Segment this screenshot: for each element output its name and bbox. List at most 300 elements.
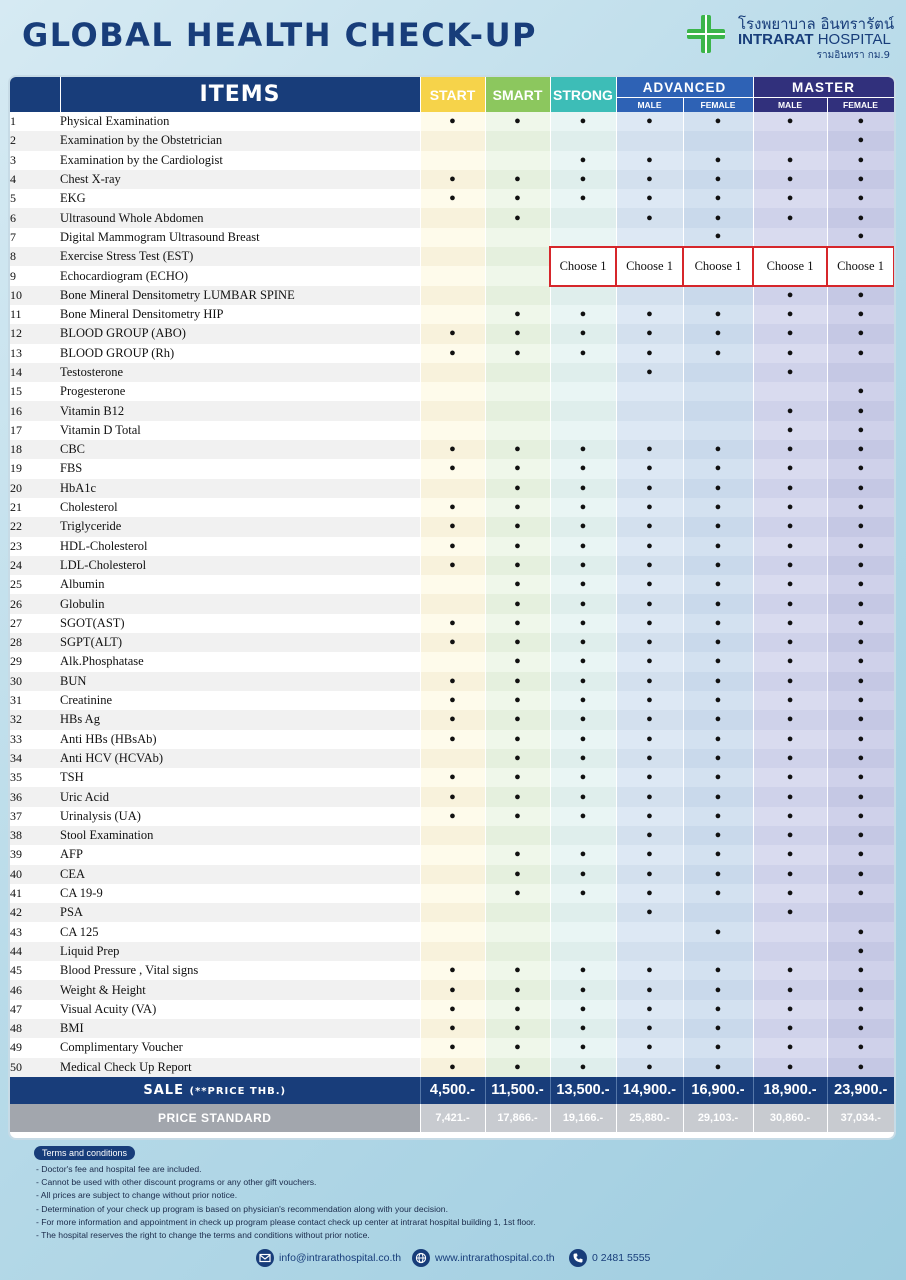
mark-master-female: ● [827,787,894,806]
mark-smart [485,903,550,922]
item-name: Anti HBs (HBsAb) [60,731,157,746]
mark-master-female: ● [827,980,894,999]
mark-master-female: ● [827,459,894,478]
mark-strong: ● [550,517,616,536]
mark-advanced-female: ● [683,633,753,652]
mark-advanced-female: ● [683,479,753,498]
item-number: 16 [10,401,60,420]
item-number: 24 [10,556,60,575]
table-row [10,1038,894,1057]
standard-price-start: 7,421.- [420,1104,485,1132]
item-name: Urinalysis (UA) [60,808,141,823]
mark-strong: ● [550,344,616,363]
mark-master-male: ● [753,865,827,884]
sale-label-cell [10,1077,420,1104]
item-number: 30 [10,672,60,691]
table-row [10,324,894,343]
mark-strong [550,826,616,845]
header-advanced: ADVANCED [616,77,753,98]
checkup-table-panel [10,77,894,1138]
mark-start: ● [420,344,485,363]
mark-master-male [753,131,827,150]
mark-master-male: ● [753,652,827,671]
terms-item: - The hospital reserves the right to change the terms and conditions without prior notice. [36,1229,370,1240]
item-number: 33 [10,731,22,746]
mark-start: ● [420,459,485,478]
mark-smart [485,942,550,961]
mark-advanced-female [683,421,753,440]
mark-strong: ● [550,189,616,208]
mark-strong: ● [550,710,616,729]
item-number: 48 [10,1019,60,1038]
mark-master-female: ● [827,305,894,324]
mark-strong: ● [550,575,616,594]
mark-master-female: ● [827,401,894,420]
item-number: 10 [10,286,60,305]
mark-master-female: ● [827,865,894,884]
item-number: 45 [10,963,22,978]
mark-advanced-male: ● [616,614,683,633]
mark-smart: ● [485,787,550,806]
mark-advanced-male [616,922,683,941]
mark-start: ● [420,1000,485,1019]
logo-brand-bold: INTRARAT [738,31,814,48]
mark-advanced-male: ● [616,710,683,729]
table-row [10,980,894,999]
mark-start [420,845,485,864]
mark-advanced-male: ● [616,498,683,517]
mark-smart [485,382,550,401]
item-name: Liquid Prep [60,942,420,961]
mark-master-male: ● [753,112,827,131]
mark-master-female [827,903,894,922]
sale-price-advanced-male: 14,900.- [616,1077,683,1104]
mark-advanced-female: ● [683,112,753,131]
mark-start [420,865,485,884]
sale-price-advanced-female: 16,900.- [683,1077,753,1104]
mark-advanced-female: ● [683,1038,753,1057]
item-name: Bone Mineral Densitometry LUMBAR SPINE [60,286,420,305]
mark-start: ● [420,768,485,787]
mark-strong: ● [550,980,616,999]
mark-master-female: ● [827,1038,894,1057]
mark-smart [485,363,550,382]
item-name: BMI [60,1019,420,1038]
item-name: FBS [60,461,83,476]
table-row [10,1058,894,1077]
mark-master-male: ● [753,768,827,787]
item-number: 5 [10,191,16,206]
mark-master-female: ● [827,131,894,150]
mark-advanced-female: ● [683,189,753,208]
mark-advanced-male: ● [616,1038,683,1057]
mark-start: ● [420,1038,485,1057]
mark-master-female: ● [827,884,894,903]
mark-advanced-male [616,401,683,420]
mark-advanced-female [683,401,753,420]
table-row [10,286,894,305]
mark-advanced-male [616,942,683,961]
table-row [10,382,894,401]
mark-smart: ● [485,1038,550,1057]
mark-start [420,594,485,613]
table-row [10,459,894,478]
mark-smart: ● [485,672,550,691]
terms-item: - Cannot be used with other discount programs or any other gift vouchers. [36,1177,317,1188]
standard-price-master-male: 30,860.- [753,1104,827,1132]
terms-item: - For more information and appointment in check up program please contact check up center at intrarat hospital building 1, 1st floor. [36,1216,536,1227]
mark-strong: ● [550,324,616,343]
mark-start [420,479,485,498]
item-name: Creatinine [60,693,113,708]
contact-phone-text: 0 2481 5555 [592,1252,651,1264]
mark-advanced-male: ● [616,594,683,613]
mark-strong [550,208,616,227]
mark-advanced-female: ● [683,517,753,536]
item-name: HBs Ag [60,710,420,729]
header-master: MASTER [753,77,894,98]
choose-one-strong: Choose 1 [550,247,616,286]
mark-start: ● [420,710,485,729]
mark-smart: ● [485,961,550,980]
mark-start: ● [420,691,485,710]
mark-advanced-male: ● [616,1000,683,1019]
mark-master-male: ● [753,807,827,826]
mark-advanced-male: ● [616,575,683,594]
mark-strong [550,942,616,961]
item-name: AFP [60,847,83,862]
mark-strong [550,131,616,150]
table-row [10,363,894,382]
item-name: CA 19-9 [60,886,103,901]
mark-start: ● [420,787,485,806]
mark-start: ● [420,633,485,652]
mark-strong: ● [550,1038,616,1057]
item-name: BLOOD GROUP (Rh) [60,345,175,360]
mark-master-female: ● [827,942,894,961]
mark-advanced-male: ● [616,556,683,575]
mark-master-male: ● [753,614,827,633]
mark-advanced-male: ● [616,749,683,768]
mark-advanced-female [683,942,753,961]
mark-smart: ● [485,440,550,459]
standard-price-row [10,1104,894,1132]
mark-smart: ● [485,884,550,903]
table-row [10,440,894,459]
mark-advanced-male: ● [616,884,683,903]
mark-master-male: ● [753,884,827,903]
mark-master-female: ● [827,730,894,749]
mark-start [420,401,485,420]
mark-smart: ● [485,189,550,208]
item-number: 28 [10,633,60,652]
mark-master-male [753,922,827,941]
mark-master-female: ● [827,421,894,440]
mark-advanced-male [616,286,683,305]
item-name: HDL-Cholesterol [60,538,148,553]
mark-master-male: ● [753,961,827,980]
mark-master-male: ● [753,517,827,536]
mark-advanced-female: ● [683,845,753,864]
item-name: Triglyceride [60,517,420,536]
mark-smart: ● [485,1058,550,1077]
mark-smart: ● [485,691,550,710]
mark-strong: ● [550,807,616,826]
item-name: Complimentary Voucher [60,1040,183,1055]
mark-strong: ● [550,170,616,189]
mark-smart: ● [485,865,550,884]
sale-price-row [10,1077,894,1104]
mark-advanced-female: ● [683,749,753,768]
terms-heading: Terms and conditions [34,1146,135,1160]
mark-start [420,151,485,170]
mark-strong: ● [550,459,616,478]
item-number: 23 [10,538,22,553]
table-row [10,1019,894,1038]
item-number: 3 [10,152,16,167]
mark-start: ● [420,440,485,459]
mark-master-female: ● [827,672,894,691]
mark-start: ● [420,980,485,999]
mark-strong [550,286,616,305]
mark-strong [550,363,616,382]
mark-master-female: ● [827,633,894,652]
item-name: Digital Mammogram Ultrasound Breast [60,229,260,244]
mark-master-female: ● [827,440,894,459]
mark-master-male: ● [753,324,827,343]
table-row [10,807,894,826]
mark-advanced-female: ● [683,228,753,247]
mark-strong: ● [550,865,616,884]
item-name: EKG [60,191,86,206]
mark-master-female: ● [827,614,894,633]
contact-website-text: www.intrarathospital.co.th [435,1252,555,1264]
item-name: BUN [60,672,420,691]
table-row [10,556,894,575]
mark-advanced-female: ● [683,826,753,845]
mark-master-female: ● [827,961,894,980]
item-number: 25 [10,577,22,592]
table-row [10,633,894,652]
standard-price-smart: 17,866.- [485,1104,550,1132]
mark-strong: ● [550,498,616,517]
header-items: ITEMS [60,77,420,112]
mark-master-male: ● [753,189,827,208]
mark-master-female: ● [827,479,894,498]
mark-smart: ● [485,112,550,131]
email-icon [256,1249,274,1267]
table-row [10,749,894,768]
mark-master-male: ● [753,845,827,864]
choose-one-master-male: Choose 1 [753,247,827,286]
mark-advanced-female: ● [683,459,753,478]
mark-strong: ● [550,749,616,768]
table-row [10,517,894,536]
mark-master-female: ● [827,228,894,247]
mark-smart: ● [485,730,550,749]
mark-smart [485,922,550,941]
logo-thai-name: โรงพยาบาล อินทรารัตน์ [738,15,895,33]
mark-advanced-female: ● [683,710,753,729]
item-number: 43 [10,924,22,939]
mark-advanced-male: ● [616,363,683,382]
mark-master-male: ● [753,710,827,729]
globe-icon [412,1249,430,1267]
mark-strong [550,903,616,922]
mark-master-female: ● [827,344,894,363]
item-number: 42 [10,903,60,922]
mark-smart: ● [485,556,550,575]
mark-advanced-male: ● [616,691,683,710]
item-number: 19 [10,461,22,476]
mark-master-female: ● [827,768,894,787]
mark-master-female: ● [827,517,894,536]
table-row [10,594,894,613]
mark-master-male: ● [753,575,827,594]
header-advanced-male: MALE [616,98,683,113]
sale-price-strong: 13,500.- [550,1077,616,1104]
item-number: 31 [10,693,22,708]
mark-master-female: ● [827,208,894,227]
mark-strong: ● [550,961,616,980]
mark-advanced-male [616,421,683,440]
table-row [10,672,894,691]
mark-advanced-male: ● [616,537,683,556]
mark-master-male: ● [753,305,827,324]
mark-start: ● [420,112,485,131]
item-name: Physical Examination [60,114,170,129]
mark-master-female: ● [827,537,894,556]
mark-master-female: ● [827,189,894,208]
mark-start: ● [420,961,485,980]
mark-advanced-female: ● [683,730,753,749]
mark-master-male: ● [753,1058,827,1077]
mark-advanced-male: ● [616,768,683,787]
table-row [10,730,894,749]
header-smart: SMART [485,77,550,112]
mark-advanced-female [683,131,753,150]
terms-list [36,1163,536,1242]
mark-master-male: ● [753,440,827,459]
choose-one-master-female: Choose 1 [827,247,894,286]
hospital-logo [686,12,896,62]
mark-advanced-male: ● [616,787,683,806]
mark-advanced-male: ● [616,479,683,498]
item-number: 49 [10,1040,22,1055]
table-row [10,498,894,517]
table-row [10,865,894,884]
table-row [10,228,894,247]
mark-smart [485,228,550,247]
mark-master-male: ● [753,344,827,363]
mark-advanced-female: ● [683,1000,753,1019]
mark-advanced-male: ● [616,151,683,170]
mark-master-female: ● [827,498,894,517]
table-row [10,479,894,498]
table-row [10,247,894,266]
mark-advanced-female: ● [683,961,753,980]
item-name: Cholesterol [60,500,118,515]
mark-master-male: ● [753,208,827,227]
mark-master-male: ● [753,787,827,806]
item-number: 35 [10,770,22,785]
mark-advanced-male: ● [616,208,683,227]
mark-advanced-female: ● [683,922,753,941]
mark-advanced-male: ● [616,652,683,671]
mark-advanced-male: ● [616,730,683,749]
mark-advanced-female: ● [683,787,753,806]
mark-advanced-male: ● [616,440,683,459]
terms-item: - Doctor's fee and hospital fee are included. [36,1164,202,1174]
sale-note: (**PRICE THB.) [189,1085,287,1097]
item-name: SGPT(ALT) [60,633,420,652]
table-row [10,922,894,941]
item-number: 8 [10,247,60,266]
mark-start [420,286,485,305]
mark-start [420,208,485,227]
mark-smart: ● [485,614,550,633]
mark-master-female [827,363,894,382]
checkup-items [10,112,894,1077]
table-row [10,401,894,420]
mark-start [420,749,485,768]
item-name: Testosterone [60,363,420,382]
terms-item: - Determination of your check up program is based on physician's recommendation along with your decision. [36,1203,448,1214]
mark-master-female: ● [827,594,894,613]
item-number: 27 [10,615,22,630]
item-name: Albumin [60,577,105,592]
mark-advanced-male: ● [616,672,683,691]
item-name: LDL-Cholesterol [60,556,420,575]
mark-advanced-female: ● [683,344,753,363]
table-row [10,151,894,170]
mark-advanced-female: ● [683,498,753,517]
table-row [10,537,894,556]
item-number: 17 [10,422,22,437]
mark-advanced-female: ● [683,305,753,324]
table-row [10,710,894,729]
mark-advanced-female: ● [683,208,753,227]
item-number: 37 [10,808,22,823]
mark-advanced-female: ● [683,556,753,575]
mark-master-male: ● [753,1019,827,1038]
item-number: 34 [10,749,60,768]
item-number: 38 [10,826,60,845]
mark-master-female: ● [827,652,894,671]
mark-advanced-male: ● [616,826,683,845]
table-row [10,903,894,922]
mark-strong: ● [550,652,616,671]
mark-strong: ● [550,440,616,459]
choose-one-advanced-female: Choose 1 [683,247,753,286]
mark-advanced-male: ● [616,1058,683,1077]
mark-strong [550,922,616,941]
mark-start [420,382,485,401]
mark-advanced-female: ● [683,594,753,613]
table-row [10,691,894,710]
item-name: Blood Pressure , Vital signs [60,963,199,978]
item-number: 9 [10,268,16,283]
mark-advanced-female: ● [683,980,753,999]
mark-smart: ● [485,344,550,363]
mark-start [420,884,485,903]
phone-icon [569,1249,587,1267]
item-name: Visual Acuity (VA) [60,1001,157,1016]
mark-smart: ● [485,845,550,864]
item-number: 22 [10,517,60,536]
item-name: Stool Examination [60,826,420,845]
item-number: 39 [10,847,22,862]
